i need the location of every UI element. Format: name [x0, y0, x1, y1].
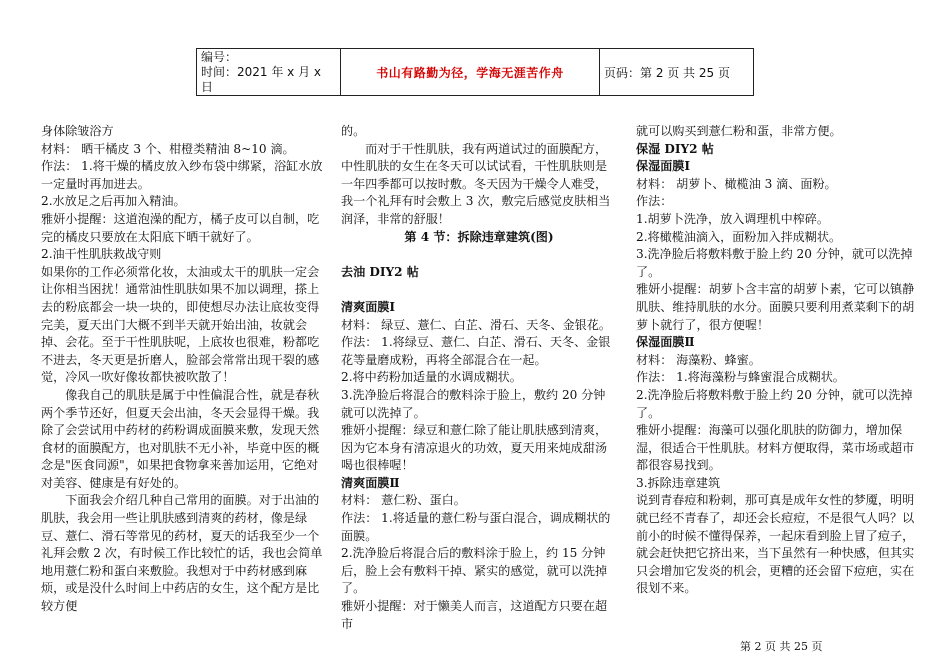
mask-line: 3.洗净脸后将混合的敷料涂于脸上，敷约 20 分钟就可以洗掉了。 [341, 387, 606, 420]
header-page-info: 页码：第 2 页 共 25 页 [600, 49, 754, 96]
col2-continuation: 的。 [341, 124, 366, 138]
header-info [197, 49, 341, 96]
mask-title: 清爽面膜Ⅰ [341, 299, 396, 314]
moisturizing-heading: 保湿 DIY2 帖 [636, 141, 714, 156]
mask-line: 2.洗净脸后将敷料敷于脸上约 20 分钟，就可以洗掉了。 [636, 387, 913, 420]
mask-line: 材料： 胡萝卜、橄榄油 3 滴、面粉。 [636, 176, 837, 191]
col1-section-title: 2.油干性肌肤救战守则 [41, 247, 162, 262]
mask-line: 作法： 1.将适量的薏仁粉与蛋白混合，调成糊状的面膜。 [341, 511, 611, 543]
oil-control-heading: 去油 DIY2 帖 [341, 264, 419, 279]
col1-method-1: 作法： 1.将干燥的橘皮放入纱布袋中绑紧，浴缸水放一定量时再加进去。 [41, 159, 323, 191]
mask-line: 材料： 绿豆、薏仁、白芷、滑石、天冬、金银花。 [341, 317, 611, 332]
mask-line: 2.洗净脸后将混合后的敷料涂于脸上，约 15 分钟后，脸上会有敷料干掉、紧实的感觉，就可以洗掉了。 [341, 546, 608, 596]
document-header [196, 48, 754, 96]
mask-line: 作法： 1.将海藻粉与蜂蜜混合成糊状。 [636, 370, 845, 385]
col3-section-title: 3.拆除违章建筑 [636, 475, 721, 490]
col3-paragraph: 说到青春痘和粉刺，那可真是成年女性的梦魇，明明就已经不青春了，却还会长痘痘，不是很气人吗？以前小的时候不懂得保养，一起床看到脸上冒了痘子，就会赶快把它挤出来，当下虽然有一种快感，但其实只会增加它发炎的机会，更糟的还会留下痘疤，实在很划不来。 [636, 493, 915, 596]
col1-paragraph-2: 像我自己的肌肤是属于中性偏混合性，就是春秋两个季节还好，但夏天会出油，冬天会显得干燥。我除了会尝试用中药材的药粉调成面膜来敷，发现天然食材的面膜配方，也对肌肤不无小补，毕竟中医的概念是"医食同源"，如果把食物拿来善加运用，它绝对对美容、健康是有好处的。 [41, 387, 320, 490]
col1-paragraph-3: 下面我会介绍几种自己常用的面膜。对于出油的肌肤，我会用一些让肌肤感到清爽的药材，像是绿豆、薏仁、滑石等常见的药材，夏天的话我至少一个礼拜会敷 2 次，有时候工作比较忙的话，我也会简单地用薏仁粉和蛋白来敷脸。我想对于中药材感到麻烦，或是没什么时间上中药店的女生，这个配方是比较方便 [41, 493, 323, 614]
mask-line: 2.将橄榄油滴入，面粉加入拌成糊状。 [636, 229, 842, 244]
mask-line: 作法： 1.将绿豆、薏仁、白芷、滑石、天冬、金银花等量磨成粉，再将全部混合在一起。 [341, 335, 611, 367]
page-footer: 第 2 页 共 25 页 [740, 640, 823, 653]
mask-line: 材料： 薏仁粉、蛋白。 [341, 493, 466, 508]
col1-method-2: 2.水放足之后再加入精油。 [41, 194, 186, 209]
time-label: 时间：2021 年 x 月 x 日 [201, 64, 322, 94]
mask-line: 材料： 海藻粉、蜂蜜。 [636, 352, 761, 367]
mask-line: 2.将中药粉加适量的水调成糊状。 [341, 370, 522, 385]
col1-tip: 雅妍小提醒：这道泡澡的配方，橘子皮可以自制，吃完的橘皮只要放在太阳底下晒干就好了。 [41, 211, 320, 244]
mask-title: 保湿面膜Ⅰ [636, 159, 691, 174]
column-3 [636, 123, 918, 598]
section-heading: 第 4 节：拆除违章建筑(图) [404, 229, 554, 244]
mask-tip: 雅妍小提醒：胡萝卜含丰富的胡萝卜素，它可以镇静肌肤、维持肌肤的水分。面膜只要利用煮菜剩下的胡萝卜就行了，很方便喔！ [636, 282, 915, 332]
mask-tip: 雅妍小提醒：绿豆和薏仁除了能让肌肤感到清爽，因为它本身有清凉退火的功效，夏天用来炖成甜汤喝也很棒喔！ [341, 423, 608, 473]
column-2 [341, 123, 617, 633]
mask-title: 保湿面膜Ⅱ [636, 335, 695, 350]
col3-continuation: 就可以购买到薏仁粉和蛋，非常方便。 [636, 124, 842, 138]
header-motto: 书山有路勤为径，学海无涯苦作舟 [341, 49, 600, 96]
mask-title: 清爽面膜Ⅱ [341, 475, 400, 490]
mask-line: 1.胡萝卜洗净，放入调理机中榨碎。 [636, 211, 829, 226]
mask-line: 3.洗净脸后将敷料敷于脸上约 20 分钟，就可以洗掉了。 [636, 247, 913, 279]
number-label: 编号： [201, 49, 238, 64]
column-1 [41, 123, 323, 616]
col2-paragraph: 而对于干性肌肤，我有两道试过的面膜配方，中性肌肤的女生在冬天可以试试看，干性肌肤则是一年四季都可以按时敷。冬天因为干燥令人难受，我一个礼拜有时会敷上 3 次，敷完后感觉皮肤相当润泽，非常的舒服！ [341, 141, 611, 226]
col1-paragraph-1: 如果你的工作必须常化妆，太油或太干的肌肤一定会让你相当困扰！通常油性肌肤如果不加以调理，搽上去的粉底都会一块一块的，即使想尽办法让底妆变得完美，夏天出门大概不到半天就开始出油，妆就会掉、会花。至于干性肌肤呢，上底妆也很难，粉都吃不进去，冬天更是折磨人，脸部会常常出现干裂的感觉，冷风一吹好像妆都快被吹散了！ [41, 264, 320, 385]
col1-materials: 材料： 晒干橘皮 3 个、柑橙类精油 8~10 滴。 [41, 141, 295, 156]
col1-heading: 身体除皱浴方 [41, 124, 114, 138]
mask-tip: 雅妍小提醒：海藻可以强化肌肤的防御力，增加保湿，很适合干性肌肤。材料方便取得，菜市场或超市都很容易找到。 [636, 423, 915, 473]
mask-line: 作法： [636, 194, 673, 209]
mask-tip: 雅妍小提醒：对于懒美人而言，这道配方只要在超市 [341, 599, 608, 631]
